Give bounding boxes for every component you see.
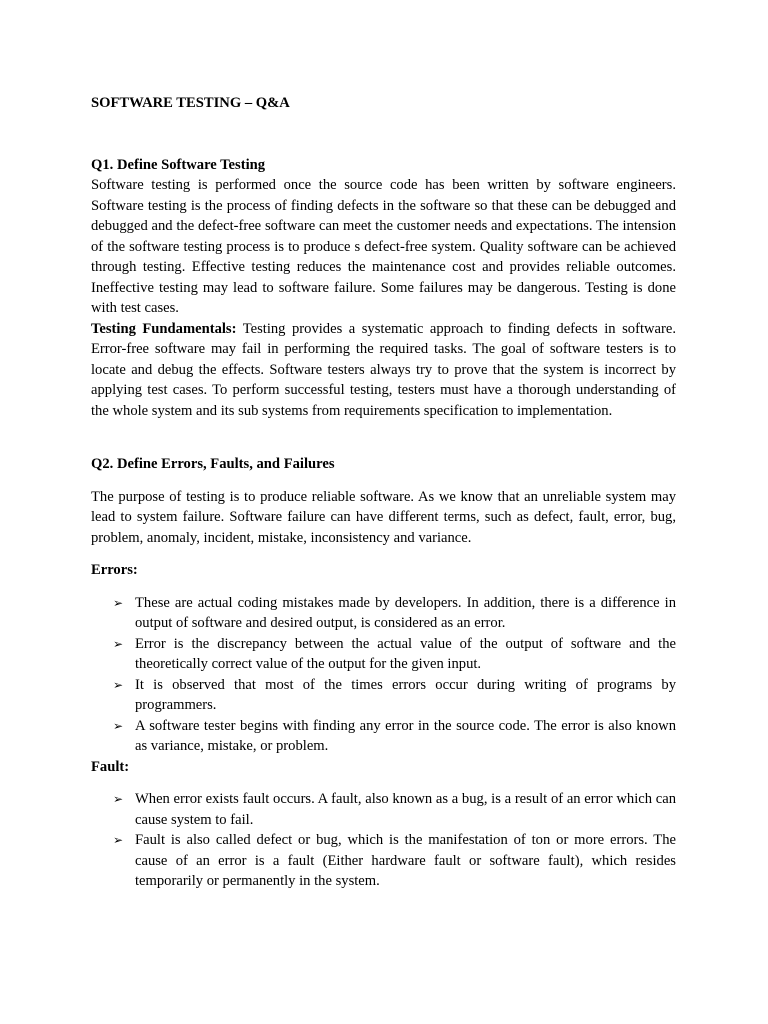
fault-list <box>91 789 676 892</box>
q1-heading: Q1. Define Software Testing <box>91 156 266 173</box>
errors-list <box>91 593 676 757</box>
errors-label: Errors: <box>91 562 138 578</box>
list-item: ➢ When error exists fault occurs. A fault, also known as a bug, is a result of an error which can cause system to fail. <box>113 791 676 828</box>
arrowhead-bullet-icon: ➢ <box>113 636 124 651</box>
q2-intro-paragraph: The purpose of testing is to produce reliable software. As we know that an unreliable system may lead to system failure. Software failure can have different terms, such as defect, fault, error, bug, problem, anomaly, incident, mistake, inconsistency and variance. <box>91 488 676 546</box>
testing-fundamentals-text: Testing provides a systematic approach to finding defects in software. Error-free software may fail in performing the required tasks. The goal of software testers is to locate and debug the effects. Software testers always try to prove that the system is incorrect by applying test cases. To perform successful testing, testers must have a thorough understanding of the whole system and its sub systems from requirements specification to implementation. <box>91 320 677 419</box>
fault-label: Fault: <box>91 758 130 775</box>
arrowhead-bullet-icon: ➢ <box>113 718 124 733</box>
testing-fundamentals-paragraph <box>91 319 676 422</box>
arrowhead-bullet-icon: ➢ <box>113 833 124 847</box>
list-item: ➢ Fault is also called defect or bug, which is the manifestation of ton or more errors. The cause of an error is a fault (Either hardware fault or software fault), which resides temporarily or permanently in the system. <box>113 832 676 889</box>
document-page <box>91 93 676 892</box>
list-item: ➢ Error is the discrepancy between the actual value of the output of software and the theoretically correct value of the output for the given input. <box>113 635 676 672</box>
arrowhead-bullet-icon: ➢ <box>113 677 124 692</box>
list-item: ➢ A software tester begins with finding any error in the source code. The error is also known as variance, mistake, or problem. <box>113 717 676 754</box>
q1-paragraph: Software testing is performed once the source code has been written by software engineers. Software testing is the process of finding defects in the software so that these can be debugged and debugged and the defect-free software can meet the customer needs and expectations. The intension of the software testing process is to produce s defect-free system. Quality software can be achieved through testing. Effective testing reduces the maintenance cost and provides reliable outcomes. Ineffective testing may lead to software failure. Some failures may be dangerous. Testing is done with test cases. <box>91 177 676 316</box>
arrowhead-bullet-icon: ➢ <box>113 792 124 806</box>
list-item: ➢ It is observed that most of the times errors occur during writing of programs by programmers. <box>113 676 676 713</box>
testing-fundamentals-label: Testing Fundamentals: <box>91 320 237 337</box>
q2-heading: Q2. Define Errors, Faults, and Failures <box>91 456 335 472</box>
arrowhead-bullet-icon: ➢ <box>113 595 124 610</box>
document-title: SOFTWARE TESTING – Q&A <box>91 95 290 111</box>
list-item: ➢ These are actual coding mistakes made by developers. In addition, there is a difference in output of software and desired output, is considered as an error. <box>113 594 676 631</box>
